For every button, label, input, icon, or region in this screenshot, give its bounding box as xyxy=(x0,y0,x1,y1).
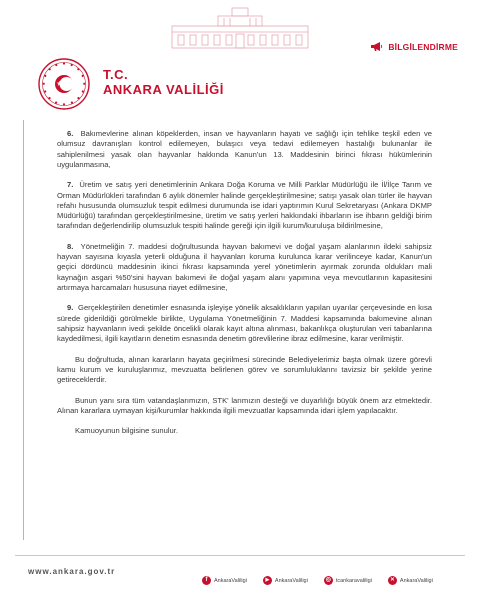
social-links xyxy=(202,576,433,585)
social-instagram[interactable] xyxy=(324,576,372,585)
paragraph-number: 6. xyxy=(67,129,74,138)
social-handle: AnkaraValiligi xyxy=(399,577,433,584)
paragraph-number: 8. xyxy=(67,241,74,251)
youtube-icon: ▶ xyxy=(263,576,272,585)
paragraph-7 xyxy=(57,180,432,231)
paragraph-6 xyxy=(57,129,432,170)
paragraph-text: Kamuoyunun bilgisine sunulur. xyxy=(75,426,179,436)
instagram-icon: ◎ xyxy=(325,577,331,583)
paragraph-conclusion xyxy=(57,355,432,386)
info-badge xyxy=(370,41,458,52)
footer-divider xyxy=(15,555,465,556)
social-facebook[interactable] xyxy=(202,576,247,585)
paragraph-citizens xyxy=(57,396,432,417)
paragraph-text: Bu doğrultuda, alınan kararların hayata geçirilmesi sürecinde Belediyelerimiz başta olmak üzere görevli kamu kurum ve kuruluşlarımız, mevzuatta belirlenen görev ve sorumluluklarını tavizsiz bir şekilde yerine getireceklerdir. xyxy=(57,354,432,385)
facebook-icon: f xyxy=(202,576,211,585)
paragraph-8 xyxy=(57,242,432,293)
left-accent-line xyxy=(23,120,24,540)
title-tc: T.C. xyxy=(103,67,129,82)
document-body xyxy=(57,129,432,447)
social-handle: tcankaravaliligi xyxy=(335,577,372,584)
paragraph-9 xyxy=(57,303,432,344)
paragraph-text: Yönetmeliğin 7. maddesi doğrultusunda hayvan bakımevi ve doğal yaşam alanlarının ildeki sahipsiz hayvan sayısına kıyasla yeterli olduğuna il hayvanları koruma kurulunca karar verilinceye kadar, Kanun'un geçici dördüncü maddesinin ikinci fıkrası kapsamında yerel yönetimlerin ayırmak zorunda oldukları mali kaynağın asgari %50'sini hayvan bakımevi ile doğal yaşam alanı yapımına veya mevcutlarının kapasitesini artırmaya harcamaları hususuna riayet edilmesine, xyxy=(57,241,432,293)
social-handle: AnkaraValiligi xyxy=(274,577,308,584)
social-handle: AnkaraValiligi xyxy=(214,577,247,584)
paragraph-number: 9. xyxy=(67,303,74,313)
government-building-illustration xyxy=(168,6,312,50)
paragraph-text: Bakımevlerine alınan köpeklerden, insan ve hayvanların hayatı ve sağlığı için tehlike teşkil eden ve olumsuz davranışları kontrol edilemeyen, bulaşıcı veya tedavi edilemeyen hastalığı bulunanlar ile sahiplenilmesi yasak olan hayvanlar hakkında Kanun'un 13. Maddesinin birinci fıkrası hükümlerinin uygulanmasına, xyxy=(57,129,432,169)
paragraph-text: Gerçekleştirilen denetimler esnasında işleyişe yönelik aksaklıkların yapılan uyarılar çerçevesinde en kısa sürede giderildiği görülmekle birlikte, Uygulama Yönetmeliğinin 7. Maddesi kapsamında bakımevine alınan sahipsiz hayvanların ivedi şekilde öncelikli olarak kayıt altına alınması, bakanlıkça oluşturulan veri tabanlarına kaydedilmesi, ilgili kayıtların denetim esnasında denetim görevlilerine ibraz edilmesine, karar verilmiştir. xyxy=(57,303,432,344)
paragraph-text: Üretim ve satış yeri denetimlerinin Ankara Doğa Koruma ve Milli Parklar Müdürlüğü ile İl/İlçe Tarım ve Orman Müdürlükleri tarafından 6 aylık dönemler halinde gerçekleştirilmesine; satışı yasak olan türler ile hayvan refahı hususunda olumsuzluk tespit edilmesi durumunda ise idari yaptırımın Kurul Sekretaryası (Ankara DKMP Müdürlüğü) tarafından gerçekleştirilmesine, üretim ve satış yerleri hakkındaki ihbarların ise ihbarın geldiği birim tarafından değerlendirilip olumsuzluk tespiti halinde gereği için ilgili kurum/kuruluşa bildirilmesine, xyxy=(57,180,432,231)
paragraph-closing xyxy=(57,426,432,436)
paragraph-text: Bunun yanı sıra tüm vatandaşlarımızın, STK' larımızın desteği ve duyarlılığı büyük önem arz etmektedir. Alınan kararlara uymayan kişi/kurumlar hakkında ilgili mevzuatlar kapsamında idari işlem yapılacaktır. xyxy=(57,395,432,415)
website-link[interactable]: www.ankara.gov.tr xyxy=(28,567,116,576)
ankara-governorship-seal xyxy=(38,58,90,110)
title-governorship: ANKARA VALİLİĞİ xyxy=(103,82,224,97)
social-x[interactable] xyxy=(388,576,433,585)
info-badge-label: BİLGİLENDİRME xyxy=(388,41,458,52)
x-icon: ✕ xyxy=(388,576,397,585)
paragraph-number: 7. xyxy=(67,180,74,190)
social-youtube[interactable] xyxy=(263,576,308,585)
megaphone-icon xyxy=(370,41,383,52)
institution-title xyxy=(103,68,224,97)
